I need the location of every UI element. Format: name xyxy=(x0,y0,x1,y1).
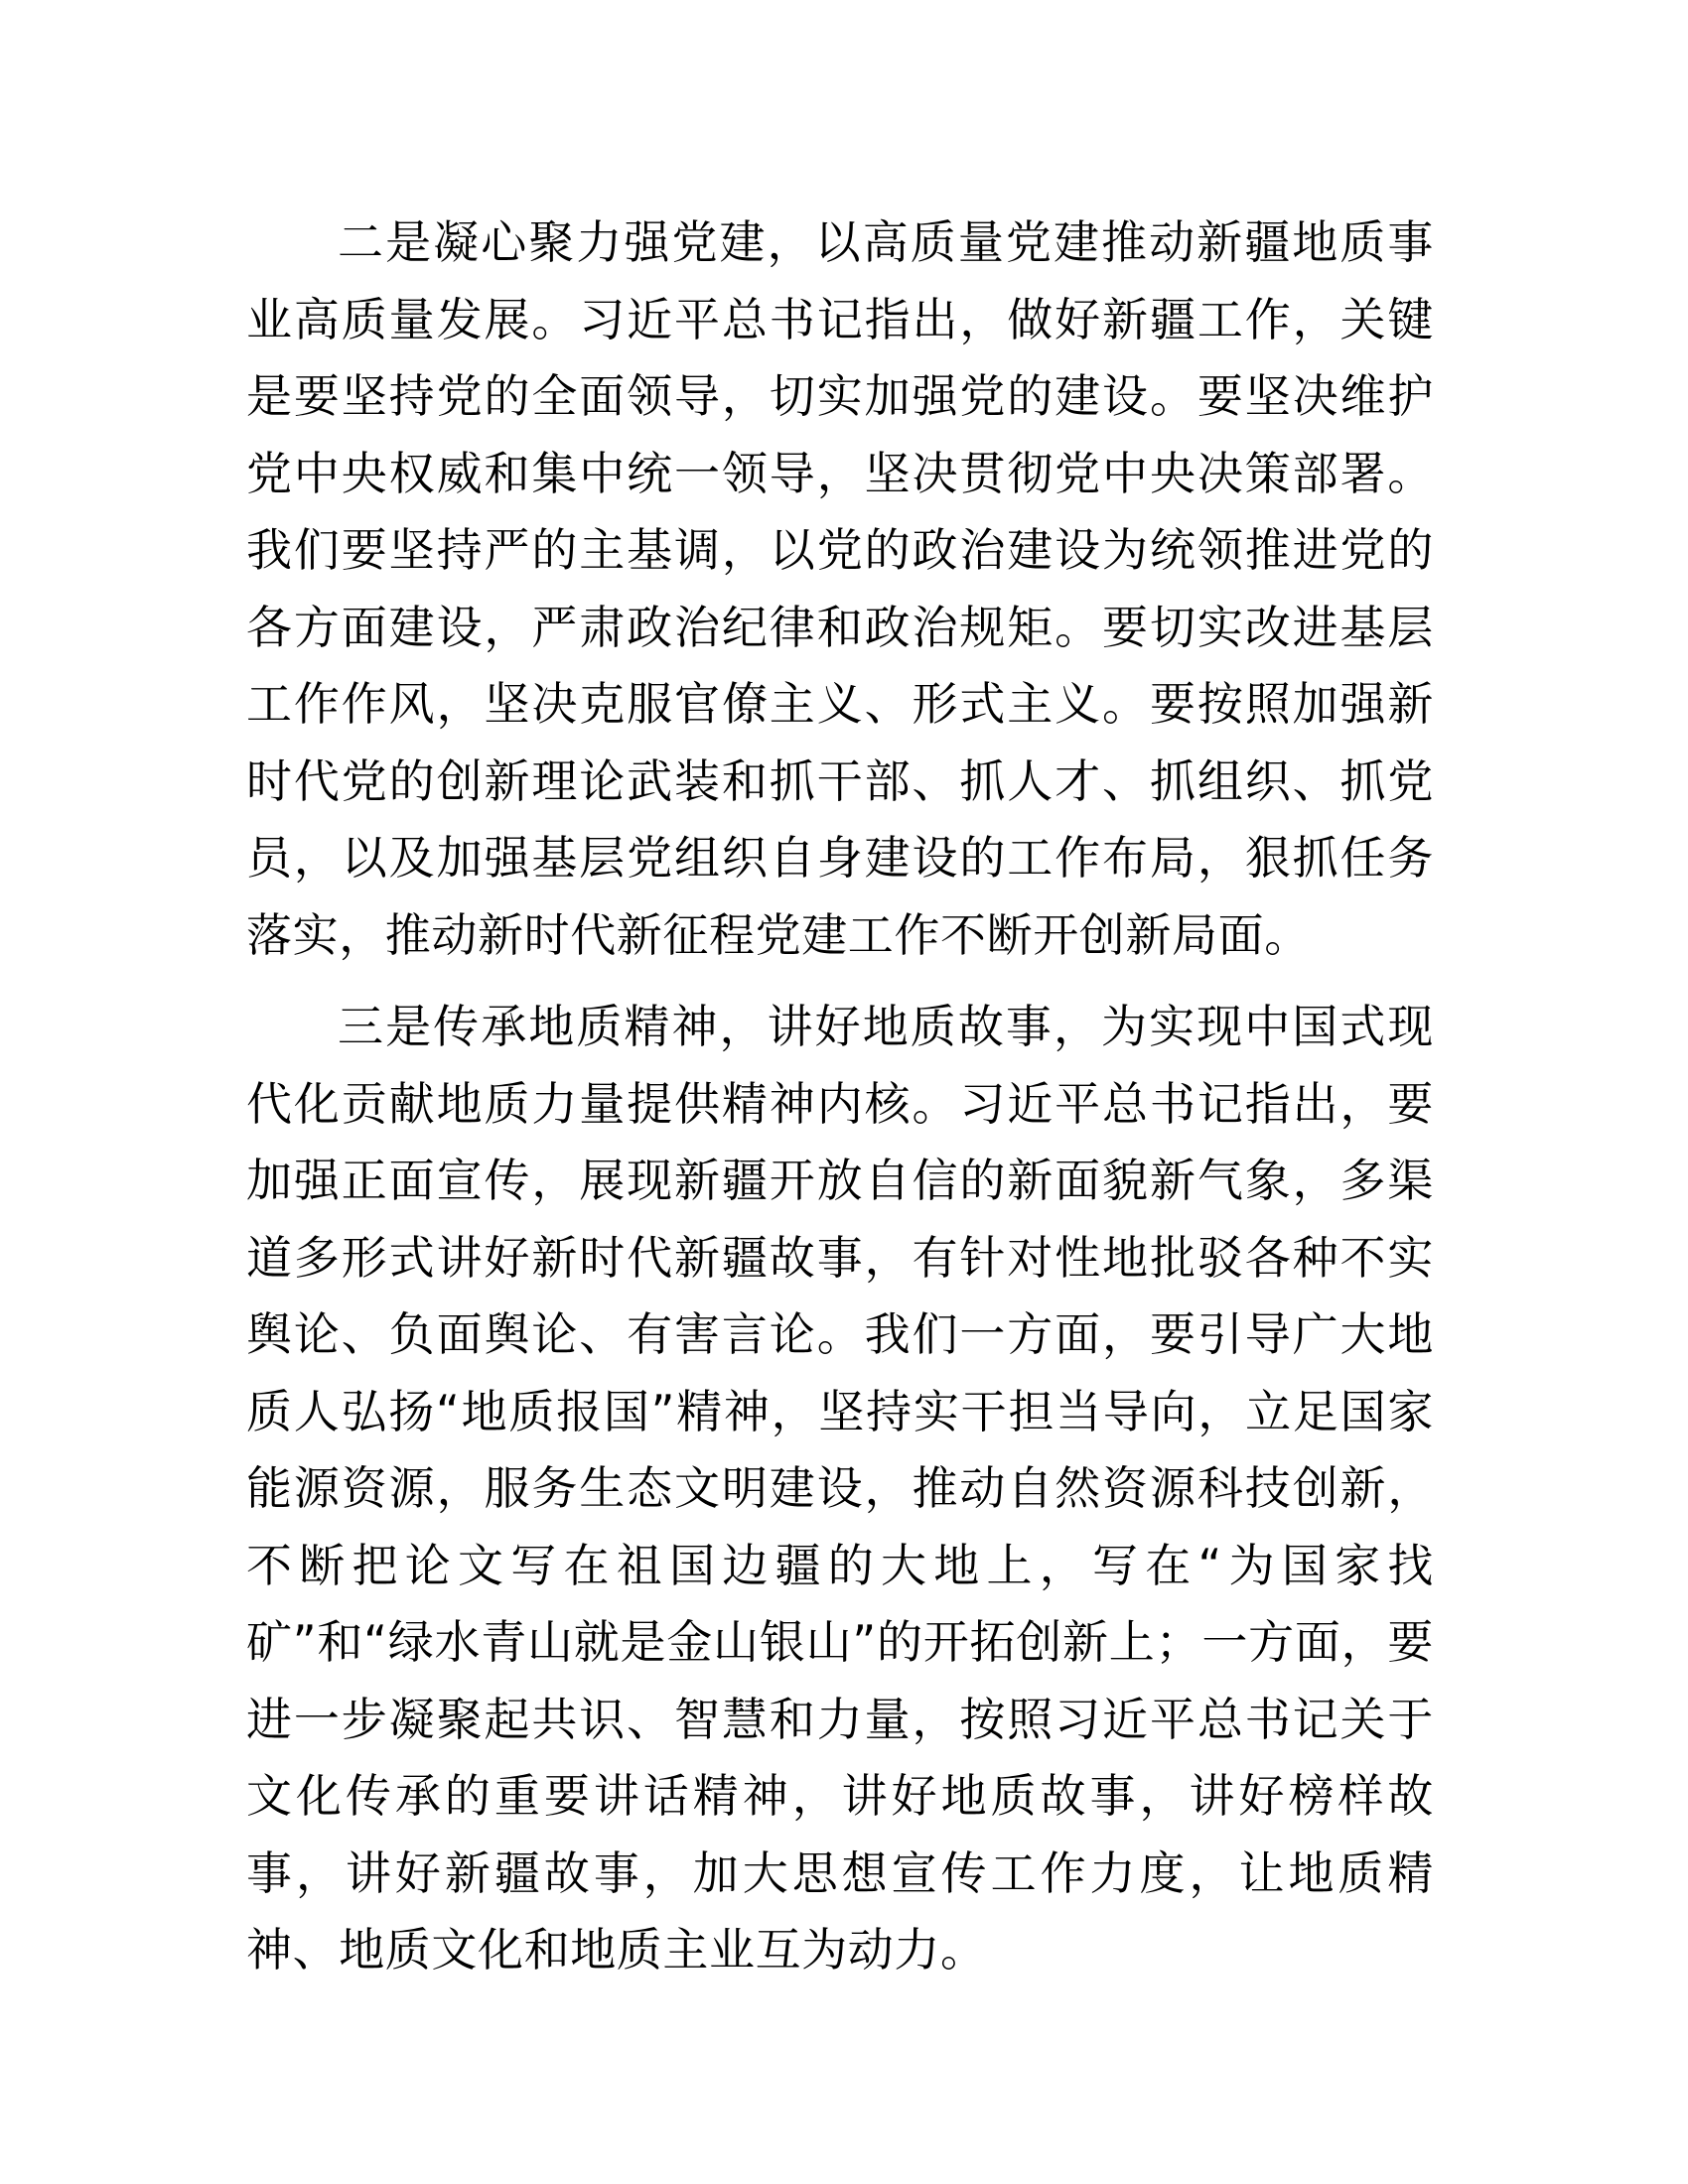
document-body xyxy=(246,205,1434,1989)
paragraph-geology-spirit: 三是传承地质精神，讲好地质故事，为实现中国式现代化贡献地质力量提供精神内核。习近平总书记指出，要加强正面宣传，展现新疆开放自信的新面貌新气象，多渠道多形式讲好新时代新疆故事，有针对性地批驳各种不实舆论、负面舆论、有害言论。我们一方面，要引导广大地质人弘扬“地质报国”精神，坚持实干担当导向，立足国家能源资源，服务生态文明建设，推动自然资源科技创新，不断把论文写在祖国边疆的大地上，写在“为国家找矿”和“绿水青山就是金山银山”的开拓创新上；一方面，要进一步凝聚起共识、智慧和力量，按照习近平总书记关于文化传承的重要讲话精神，讲好地质故事，讲好榜样故事，讲好新疆故事，加大思想宣传工作力度，让地质精神、地质文化和地质主业互为动力。 xyxy=(246,1000,1434,1977)
paragraph-party-building: 二是凝心聚力强党建，以高质量党建推动新疆地质事业高质量发展。习近平总书记指出，做好新疆工作，关键是要坚持党的全面领导，切实加强党的建设。要坚决维护党中央权威和集中统一领导，坚决贯彻党中央决策部署。我们要坚持严的主基调，以党的政治建设为统领推进党的各方面建设，严肃政治纪律和政治规矩。要切实改进基层工作作风，坚决克服官僚主义、形式主义。要按照加强新时代党的创新理论武装和抓干部、抓人才、抓组织、抓党员，以及加强基层党组织自身建设的工作布局，狠抓任务落实，推动新时代新征程党建工作不断开创新局面。 xyxy=(246,215,1434,962)
